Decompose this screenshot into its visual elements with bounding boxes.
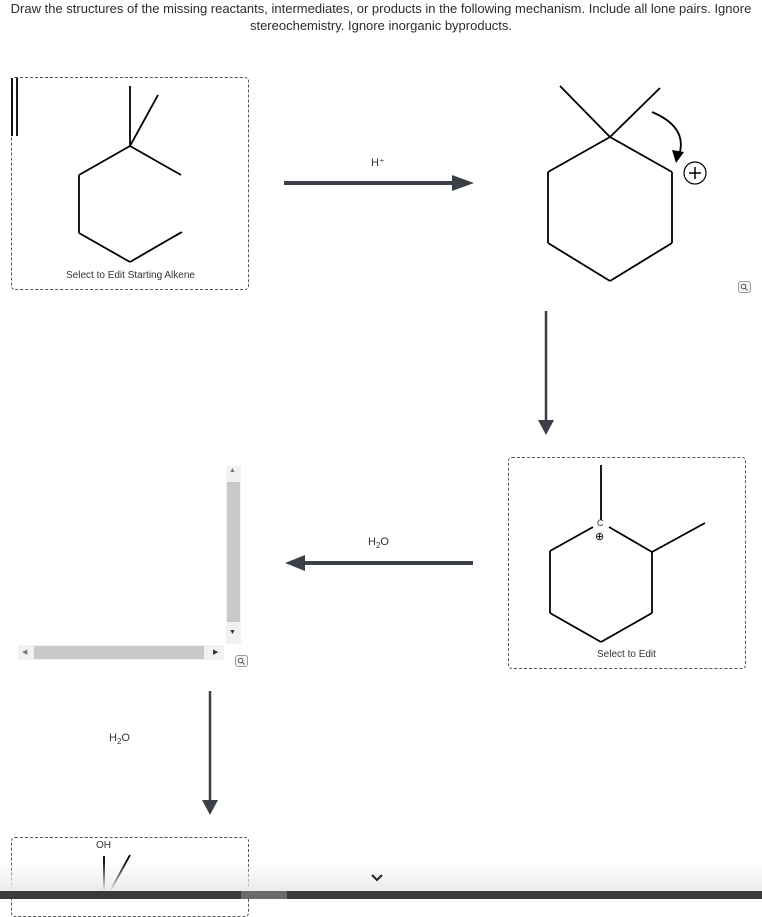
bottom-bar-segment [241, 891, 287, 899]
instructions-text: Draw the structures of the missing reactants, intermediates, or products in the following mechanism. Include all lone pairs. Ignore stereochemistry. Ignore inorganic byproducts. [10, 1, 752, 33]
product-oh-label: OH [96, 840, 111, 851]
intermediate-caption: Select to Edit [597, 649, 656, 660]
scroll-right-icon[interactable]: ▶ [213, 649, 219, 656]
intermediate-atom-label: C [597, 518, 604, 528]
scroll-down-icon[interactable]: ▼ [229, 629, 236, 636]
step4-reagent-sub: 2 [116, 737, 122, 747]
step4-reagent-h: H [109, 732, 117, 744]
step3-reagent-sub: 2 [375, 541, 381, 551]
scroll-left-icon[interactable]: ◀ [22, 649, 28, 656]
intermediate-charge: ⊕ [595, 531, 605, 543]
chevron-down-icon[interactable] [370, 873, 384, 883]
step3-reagent-o: O [380, 536, 389, 548]
bottom-bar [0, 891, 762, 899]
step4-reagent-o: O [121, 732, 130, 744]
step3-reagent-h: H [368, 536, 376, 548]
step1-reagent: H⁺ [371, 157, 385, 169]
starting-alkene-caption: Select to Edit Starting Alkene [66, 270, 195, 281]
scroll-up-icon[interactable]: ▲ [229, 467, 236, 474]
